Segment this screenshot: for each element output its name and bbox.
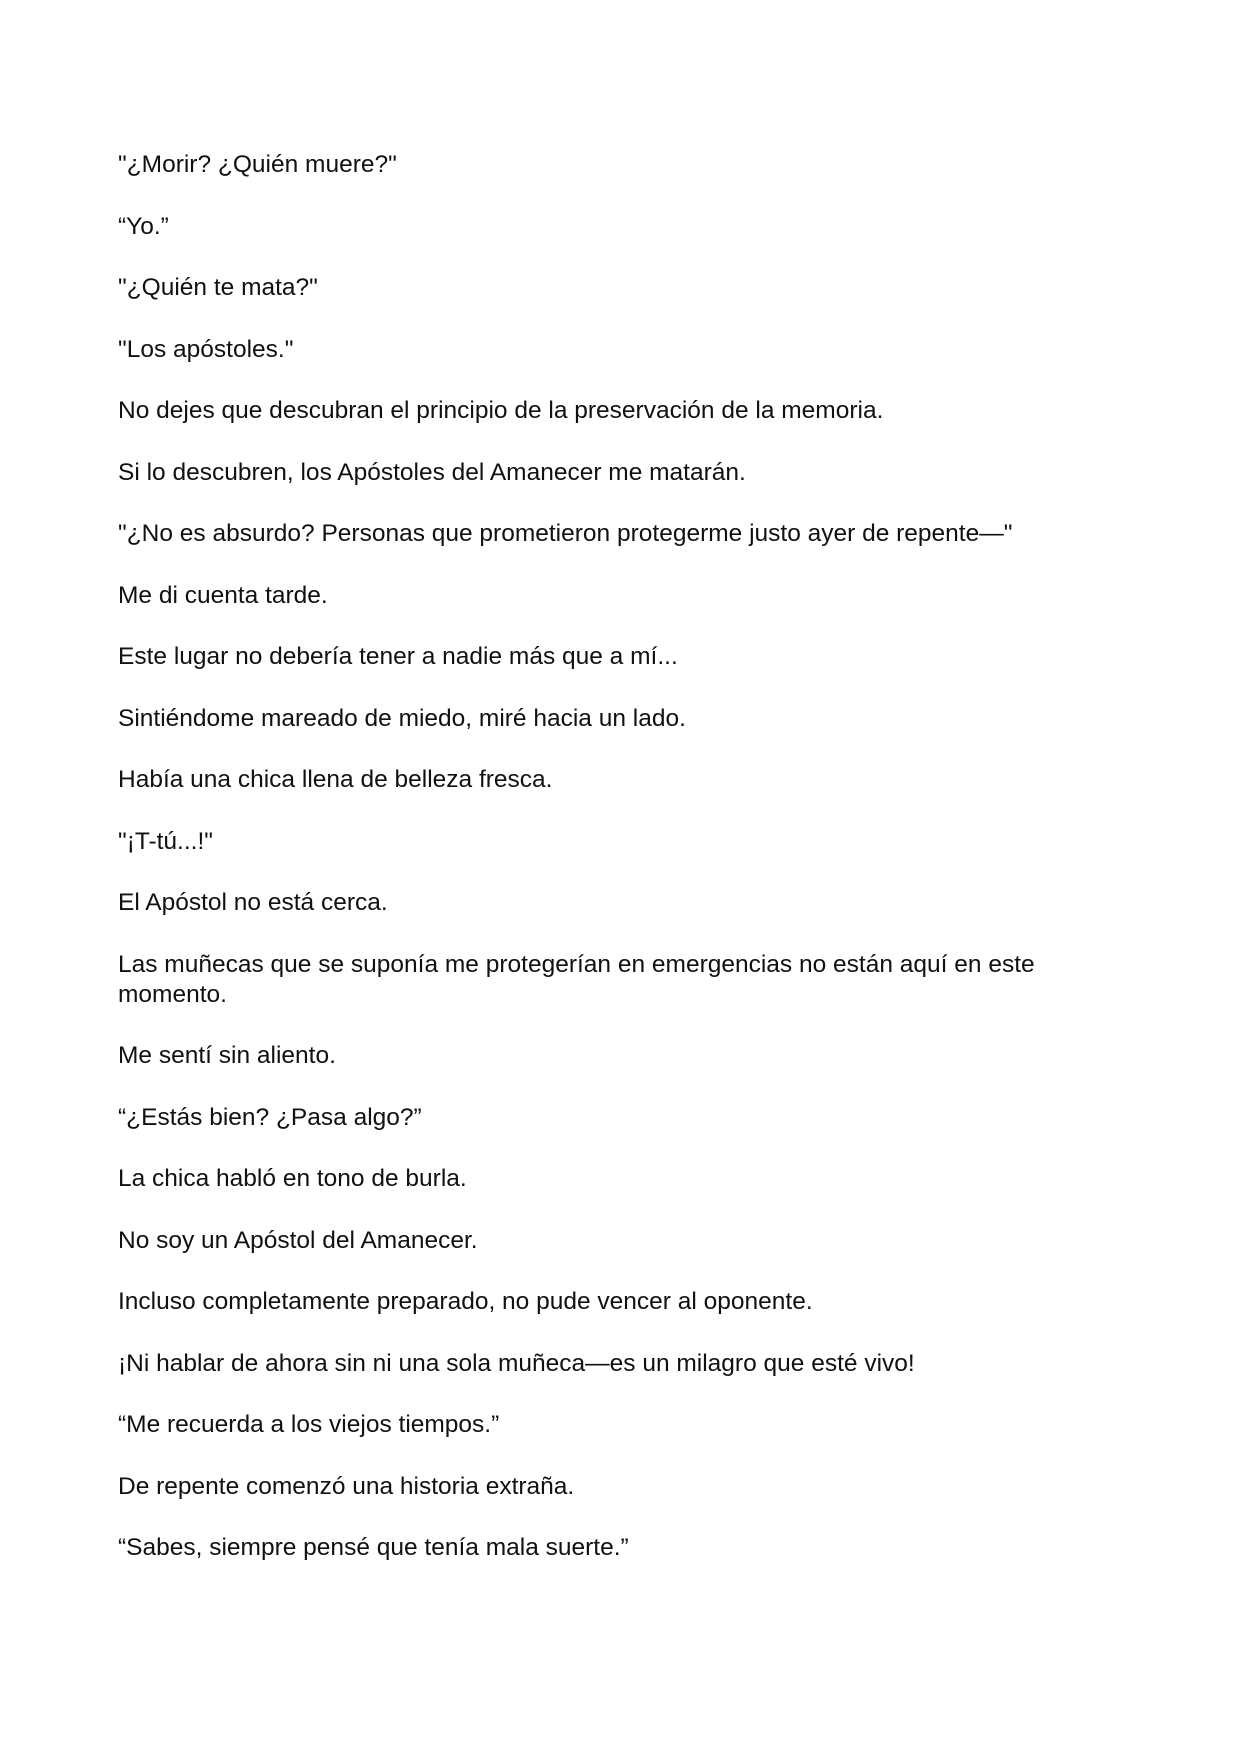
paragraph: Me di cuenta tarde.	[118, 581, 328, 609]
paragraph: “¿Estás bien? ¿Pasa algo?”	[118, 1103, 422, 1131]
paragraph: Si lo descubren, los Apóstoles del Amanecer me matarán.	[118, 458, 746, 486]
paragraph: De repente comenzó una historia extraña.	[118, 1472, 575, 1500]
paragraph: "¿Morir? ¿Quién muere?"	[118, 151, 397, 178]
paragraph: El Apóstol no está cerca.	[118, 889, 388, 916]
paragraph: "¿Quién te mata?"	[118, 274, 318, 301]
paragraph: “Yo.”	[118, 212, 169, 240]
paragraph: Había una chica llena de belleza fresca.	[118, 766, 553, 793]
paragraph: Incluso completamente preparado, no pude vencer al oponente.	[118, 1288, 813, 1315]
paragraph: "¿No es absurdo? Personas que prometieron protegerme justo ayer de repente—"	[118, 520, 1013, 547]
paragraph: “Sabes, siempre pensé que tenía mala suerte.”	[118, 1534, 629, 1561]
paragraph: Las muñecas que se suponía me protegerían en emergencias no están aquí en este momento.	[118, 950, 1035, 1008]
paragraph: "Los apóstoles."	[118, 335, 294, 363]
paragraph: No soy un Apóstol del Amanecer.	[118, 1226, 478, 1254]
paragraph: No dejes que descubran el principio de la preservación de la memoria.	[118, 397, 884, 424]
paragraph: La chica habló en tono de burla.	[118, 1165, 467, 1192]
paragraph: Sintiéndome mareado de miedo, miré hacia un lado.	[118, 704, 686, 732]
paragraph: “Me recuerda a los viejos tiempos.”	[118, 1411, 500, 1438]
paragraph: "¡T-tú...!"	[118, 827, 213, 855]
paragraph: Este lugar no debería tener a nadie más que a mí...	[118, 643, 678, 670]
paragraph: Me sentí sin aliento.	[118, 1042, 336, 1069]
paragraph: ¡Ni hablar de ahora sin ni una sola muñeca—es un milagro que esté vivo!	[118, 1349, 915, 1377]
document-body	[118, 150, 1138, 1595]
